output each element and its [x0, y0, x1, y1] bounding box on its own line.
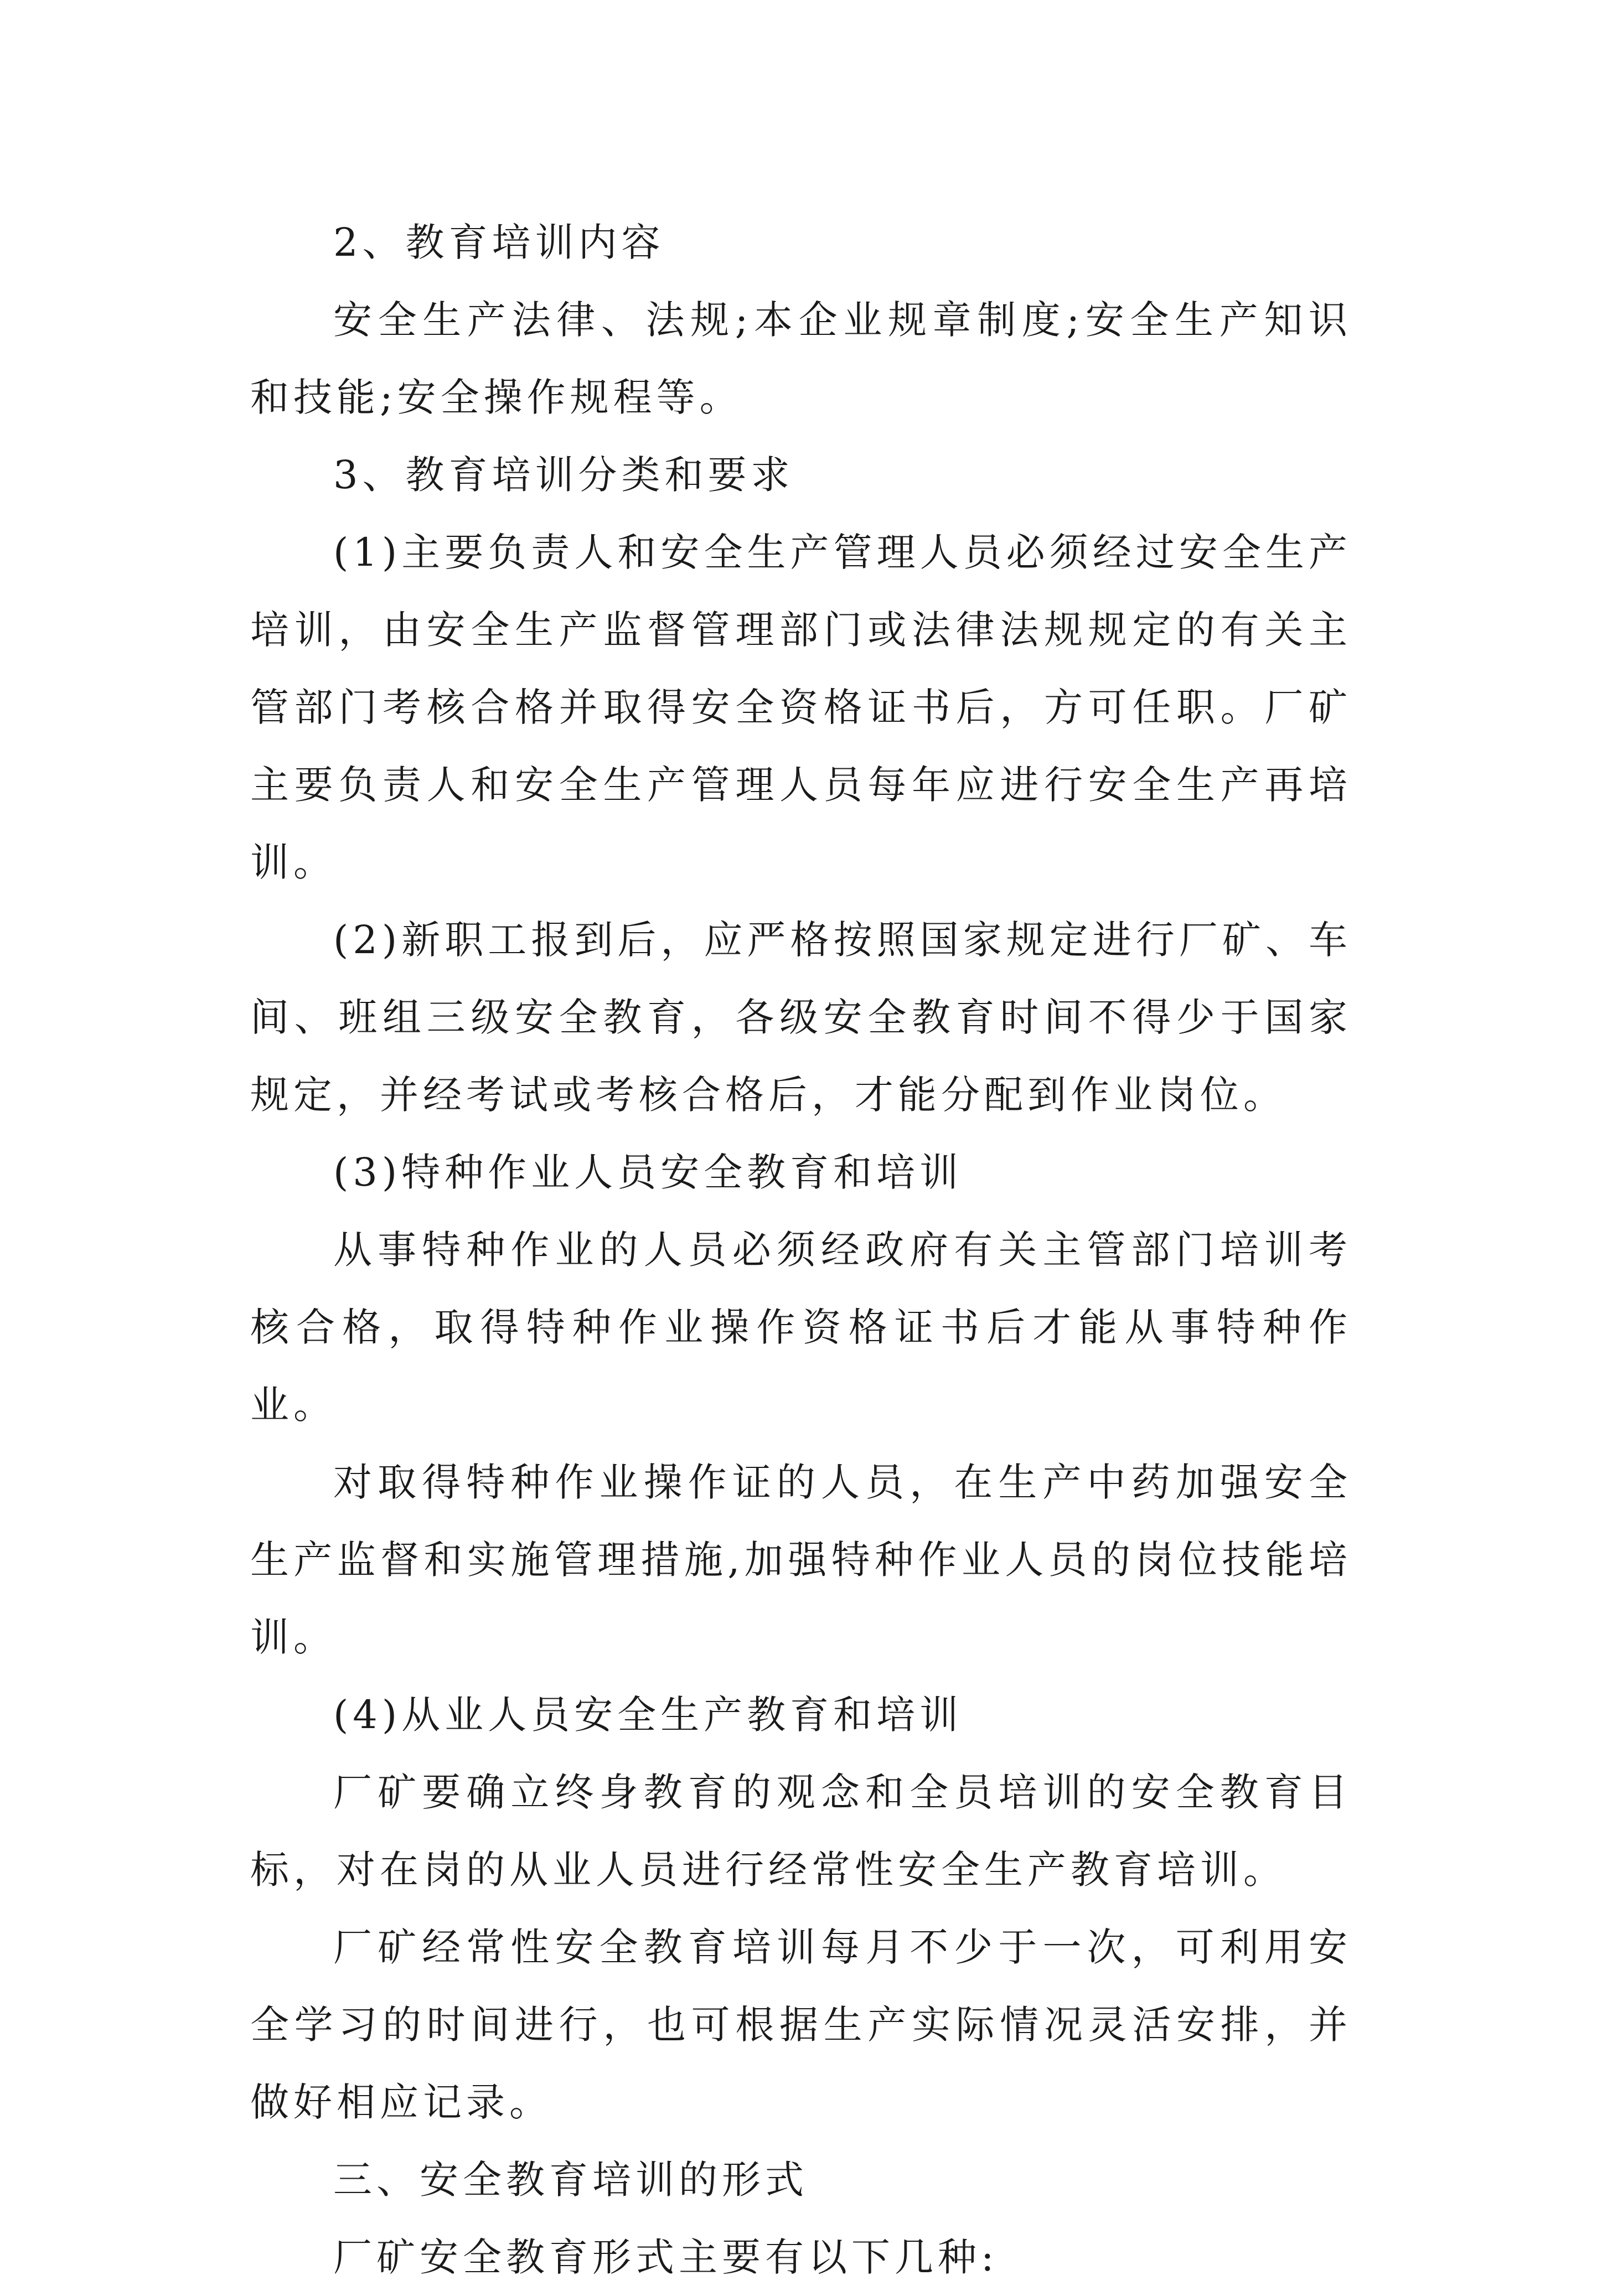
paragraph-special-ops-1: 从事特种作业的人员必须经政府有关主管部门培训考核合格，取得特种作业操作资格证书后才能从事特种作业。 — [250, 1227, 1352, 1428]
paragraph-item-2: (2)新职工报到后，应严格按照国家规定进行厂矿、车间、班组三级安全教育，各级安全教育时间不得少于国家规定，并经考试或考核合格后，才能分配到作业岗位。 — [250, 917, 1352, 1118]
paragraph-forms-intro: 厂矿安全教育形式主要有以下几种: — [333, 2235, 999, 2280]
paragraph-item-1: (1)主要负责人和安全生产管理人员必须经过安全生产培训，由安全生产监督管理部门或法律法规规定的有关主管部门考核合格并取得安全资格证书后，方可任职。厂矿主要负责人和安全生产管理人员每年应进行安全生产再培训。 — [250, 530, 1352, 885]
heading-training-categories: 3、教育培训分类和要求 — [333, 452, 794, 498]
paragraph-special-ops-2: 对取得特种作业操作证的人员，在生产中药加强安全生产监督和实施管理措施,加强特种作业人员的岗位技能培训。 — [250, 1460, 1352, 1660]
paragraph-employees-1: 厂矿要确立终身教育的观念和全员培训的安全教育目标，对在岗的从业人员进行经常性安全生产教育培训。 — [250, 1770, 1352, 1892]
heading-item-3: (3)特种作业人员安全教育和培训 — [333, 1150, 963, 1195]
paragraph-content-list: 安全生产法律、法规;本企业规章制度;安全生产知识和技能;安全操作规程等。 — [250, 297, 1352, 420]
heading-item-4: (4)从业人员安全生产教育和培训 — [333, 1692, 963, 1737]
paragraph-employees-2: 厂矿经常性安全教育培训每月不少于一次，可利用安全学习的时间进行，也可根据生产实际情况灵活安排，并做好相应记录。 — [250, 1925, 1352, 2125]
heading-training-content: 2、教育培训内容 — [333, 220, 665, 265]
document-body — [250, 204, 1352, 2296]
heading-section-three: 三、安全教育培训的形式 — [333, 2157, 808, 2202]
